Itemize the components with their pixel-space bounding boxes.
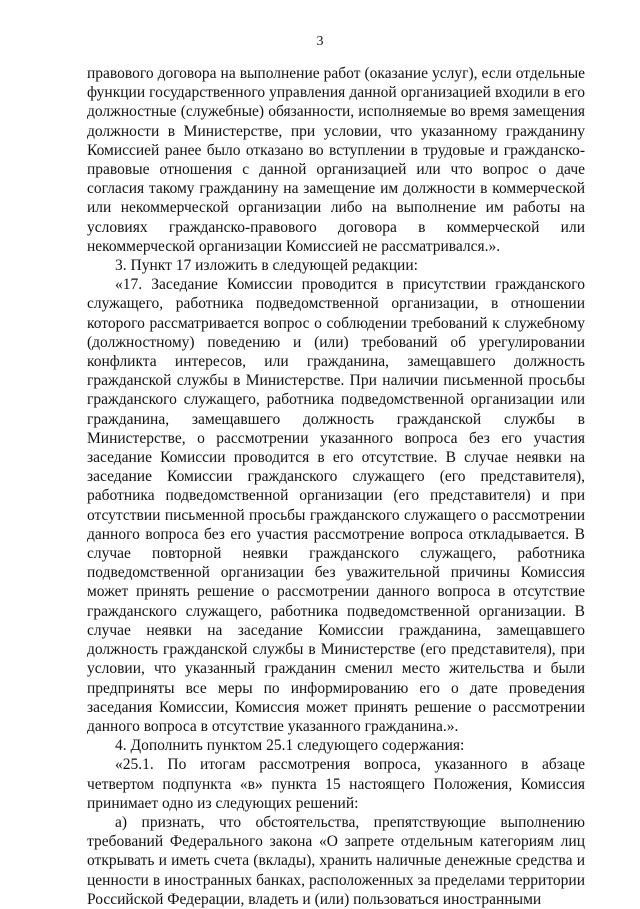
paragraph-item-4: 4. Дополнить пунктом 25.1 следующего содержания: xyxy=(115,737,465,755)
document-body xyxy=(87,64,585,909)
paragraph-continuation: правового договора на выполнение работ (оказание услуг), если отдельные функции государственного управления данной организацией входили в его должностные (служебные) обязанности, исполняемые во время замещения должности в Министерстве, при условии, что указанному гражданину Комиссией ранее было отказано во вступлении в трудовые и гражданско-правовые отношения с данной организацией или что вопрос о даче согласия такому гражданину на замещение им должности в коммерческой или некоммерческой организации либо на выполнение им работы на условиях гражданско-правового договора в коммерческой или некоммерческой организации Комиссией не рассматривался.». xyxy=(87,65,585,255)
page-number: 3 xyxy=(316,34,324,49)
paragraph-subitem-a: а) признать, что обстоятельства, препятствующие выполнению требований Федерального закона «О запрете отдельным категориям лиц открывать и иметь счета (вклады), хранить наличные денежные средства и ценности в иностранных банках, расположенных за пределами территории Российской Федерации, владеть и (или) пользоваться иностранными xyxy=(87,813,585,908)
paragraph-clause-25-1: «25.1. По итогам рассмотрения вопроса, указанного в абзаце четвертом подпункта «в» пункта 15 настоящего Положения, Комиссия принимает одно из следующих решений: xyxy=(87,756,585,812)
paragraph-clause-17: «17. Заседание Комиссии проводится в присутствии гражданского служащего, работника подведомственной организации, в отношении которого рассматривается вопрос о соблюдении требований к служебному (должностному) поведению и (или) требований об урегулировании конфликта интересов, или гражданина, замещавшего должность гражданской службы в Министерстве. При наличии письменной просьбы гражданского служащего, работника подведомственной организации или гражданина, замещавшего должность гражданской службы в Министерстве, о рассмотрении указанного вопроса без его участия заседание Комиссии проводится в его отсутствие. В случае неявки на заседание Комиссии гражданского служащего (его представителя), работника подведомственной организации (его представителя) и при отсутствии письменной просьбы гражданского служащего о рассмотрении данного вопроса без его участия рассмотрение вопроса откладывается. В случае повторной неявки гражданского служащего, работника подведомственной организации без уважительной причины Комиссия может принять решение о рассмотрении данного вопроса в отсутствие гражданского служащего, работника подведомственной организации. В случае неявки на заседание Комиссии гражданина, замещавшего должность гражданской службы в Министерстве (его представителя), при условии, что указанный гражданин сменил место жительства и были предприняты все меры по информированию его о дате проведения заседания Комиссии, Комиссия может принять решение о рассмотрении данного вопроса в отсутствие указанного гражданина.». xyxy=(87,276,585,735)
paragraph-item-3: 3. Пункт 17 изложить в следующей редакции: xyxy=(115,257,418,275)
